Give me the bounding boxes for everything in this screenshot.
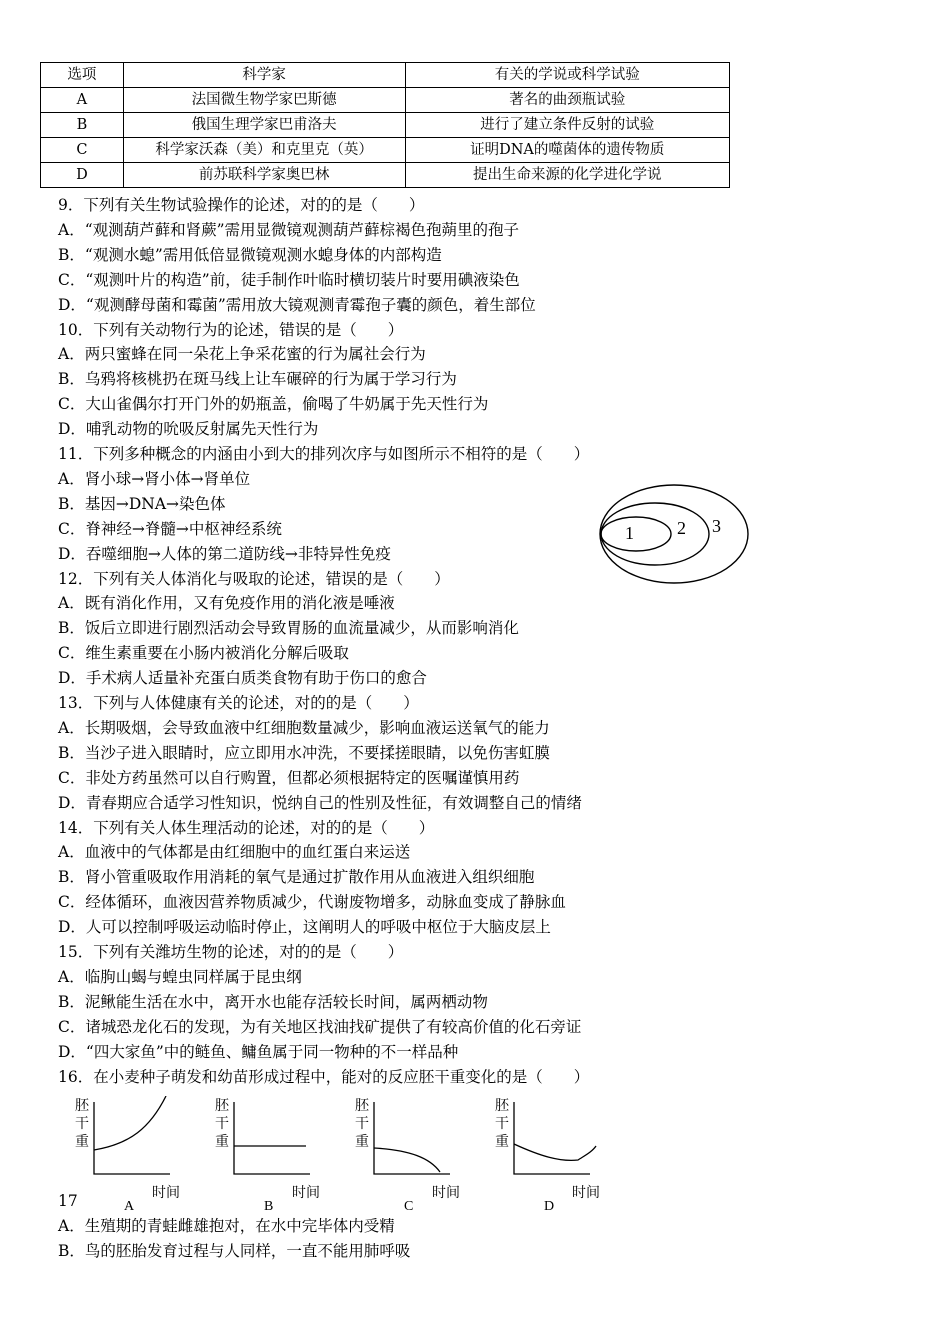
question-line: B．当沙子进入眼睛时，应立即用水冲洗，不要揉搓眼睛，以免伤害虹膜 [58,743,550,762]
x-axis-label: 时间 [572,1185,600,1201]
y-axis-label: 胚 [75,1098,89,1114]
q17-number: 17 [58,1192,78,1210]
question-line: 9．下列有关生物试验操作的论述，对的的是（ ） [58,196,425,214]
question-line: D．哺乳动物的吮吸反射属先天性行为 [58,420,319,439]
venn-ring-middle [601,503,709,565]
venn-label-1: 1 [625,523,634,543]
question-line: C．维生素重要在小肠内被消化分解后吸取 [58,644,349,663]
q17-option-b: B．鸟的胚胎发育过程与人同样，一直不能用肺呼吸 [58,1242,411,1260]
question-line: D．手术病人适量补充蛋白质类食物有助于伤口的愈合 [58,669,427,688]
question-line: 15．下列有关潍坊生物的论述，对的的是（ ） [58,943,404,961]
table-cell: 俄国生理学家巴甫洛夫 [123,113,405,138]
table-row [41,113,730,138]
question-line: D．人可以控制呼吸运动临时停止，这阐明人的呼吸中枢位于大脑皮层上 [58,918,551,937]
table-header-cell: 有关的学说或科学试验 [405,63,729,88]
table-cell: 法国微生物学家巴斯德 [123,88,405,113]
question-line: A．长期吸烟，会导致血液中红细胞数量减少，影响血液运送氧气的能力 [58,718,550,737]
table-cell: 进行了建立条件反射的试验 [405,113,729,138]
y-axis-label: 干 [215,1116,229,1132]
question-line: A．临朐山蝎与蝗虫同样属于昆虫纲 [58,967,302,986]
y-axis-label: 重 [495,1134,509,1150]
y-axis-label: 胚 [355,1098,369,1114]
question-line: B．乌鸦将核桃扔在斑马线上让车碾碎的行为属于学习行为 [58,370,457,389]
graph-b [215,1098,320,1214]
venn-diagram [598,484,750,588]
question-line: C．大山雀偶尔打开门外的奶瓶盖，偷喝了牛奶属于先天性行为 [58,395,489,414]
table-cell: 著名的曲颈瓶试验 [405,88,729,113]
y-axis-label: 重 [75,1134,89,1150]
table-cell: 前苏联科学家奥巴林 [123,163,405,188]
question-line: A．肾小球→肾小体→肾单位 [58,469,251,488]
table-header-cell: 科学家 [123,63,405,88]
question-line: 11．下列多种概念的内涵由小到大的排列次序与如图所示不相符的是（ ） [58,445,590,463]
question-line: D．“观测酵母菌和霉菌”需用放大镜观测青霉孢子囊的颜色，着生部位 [58,295,536,314]
question-line: D．吞噬细胞→人体的第二道防线→非特异性免疫 [58,544,391,563]
table-cell: 科学家沃森（美）和克里克（英） [123,138,405,163]
y-axis-label: 胚 [215,1098,229,1114]
scientist-table [40,62,730,188]
table-cell: C [41,138,124,163]
question-line: C．“观测叶片的构造”前，徒手制作叶临时横切装片时要用碘液染色 [58,270,520,289]
option-label: A [124,1199,135,1214]
question-line: B．泥鳅能生活在水中，离开水也能存活较长时间，属两栖动物 [58,992,488,1011]
weight-graphs [60,1096,620,1216]
option-label: C [404,1199,414,1214]
question-line: A．“观测葫芦藓和肾蕨”需用显微镜观测葫芦藓棕褐色孢蒴里的孢子 [58,220,520,239]
venn-ring-inner [601,517,671,551]
question-line: C．经体循环，血液因营养物质减少，代谢废物增多，动脉血变成了静脉血 [58,893,566,912]
y-axis-label: 干 [355,1116,369,1132]
table-cell: 证明DNA的噬菌体的遗传物质 [405,138,729,163]
question-line: A．两只蜜蜂在同一朵花上争采花蜜的行为属社会行为 [58,345,426,364]
graph-a [75,1096,180,1214]
graph-curve [514,1144,596,1160]
question-line: 12．下列有关人体消化与吸取的论述，错误的是（ ） [58,569,450,588]
graph-c [355,1098,460,1214]
question-line: A．既有消化作用，又有免疫作用的消化液是唾液 [58,594,395,613]
question-line: 10．下列有关动物行为的论述，错误的是（ ） [58,320,404,339]
table-header-row [41,63,730,88]
y-axis-label: 干 [495,1116,509,1132]
graph-curve [374,1148,440,1172]
question-line: 13．下列与人体健康有关的论述，对的的是（ ） [58,694,419,712]
venn-ring-outer [600,485,748,583]
table-row [41,88,730,113]
option-label: D [544,1199,555,1214]
q17-option-a: A．生殖期的青蛙雌雄抱对，在水中完毕体内受精 [58,1217,395,1235]
question-line: B．肾小管重吸取作用消耗的氧气是通过扩散作用从血液进入组织细胞 [58,868,535,887]
question-line: C．脊神经→脊髓→中枢神经系统 [58,519,282,538]
graph-axes [514,1102,590,1174]
question-line: B．基因→DNA→染色体 [58,494,226,513]
table-header-cell: 选项 [41,63,124,88]
graph-axes [234,1102,310,1174]
x-axis-label: 时间 [432,1185,460,1201]
venn-label-3: 3 [712,516,721,536]
question-line: A．血液中的气体都是由红细胞中的血红蛋白来运送 [58,843,411,862]
option-label: B [264,1199,274,1214]
y-axis-label: 重 [215,1134,229,1150]
graph-curve [94,1096,166,1150]
question-line: D．“四大家鱼”中的鲢鱼、鳙鱼属于同一物种的不一样品种 [58,1042,459,1061]
question-line: B．饭后立即进行剧烈活动会导致胃肠的血流量减少，从而影响消化 [58,619,519,638]
table-cell: 提出生命来源的化学进化学说 [405,163,729,188]
y-axis-label: 胚 [495,1098,509,1114]
table-row [41,163,730,188]
x-axis-label: 时间 [152,1185,180,1201]
question-line: B．“观测水螅”需用低倍显微镜观测水螅身体的内部构造 [58,245,442,264]
table-cell: A [41,88,124,113]
y-axis-label: 干 [75,1116,89,1132]
graph-axes [94,1102,170,1174]
question-line: D．青春期应合适学习性知识，悦纳自己的性别及性征，有效调整自己的情绪 [58,793,582,812]
question-line: C．诸城恐龙化石的发现，为有关地区找油找矿提供了有较高价值的化石旁证 [58,1017,582,1036]
question-line: 14．下列有关人体生理活动的论述，对的的是（ ） [58,818,435,837]
graph-d [495,1098,600,1214]
question-line: C．非处方药虽然可以自行购置，但都必须根据特定的医嘱谨慎用药 [58,768,520,787]
venn-label-2: 2 [677,518,686,538]
graph-axes [374,1102,450,1174]
x-axis-label: 时间 [292,1185,320,1201]
table-row [41,138,730,163]
table-cell: B [41,113,124,138]
y-axis-label: 重 [355,1134,369,1150]
table-cell: D [41,163,124,188]
question-line: 16．在小麦种子萌发和幼苗形成过程中，能对的反应胚干重变化的是（ ） [58,1067,590,1086]
